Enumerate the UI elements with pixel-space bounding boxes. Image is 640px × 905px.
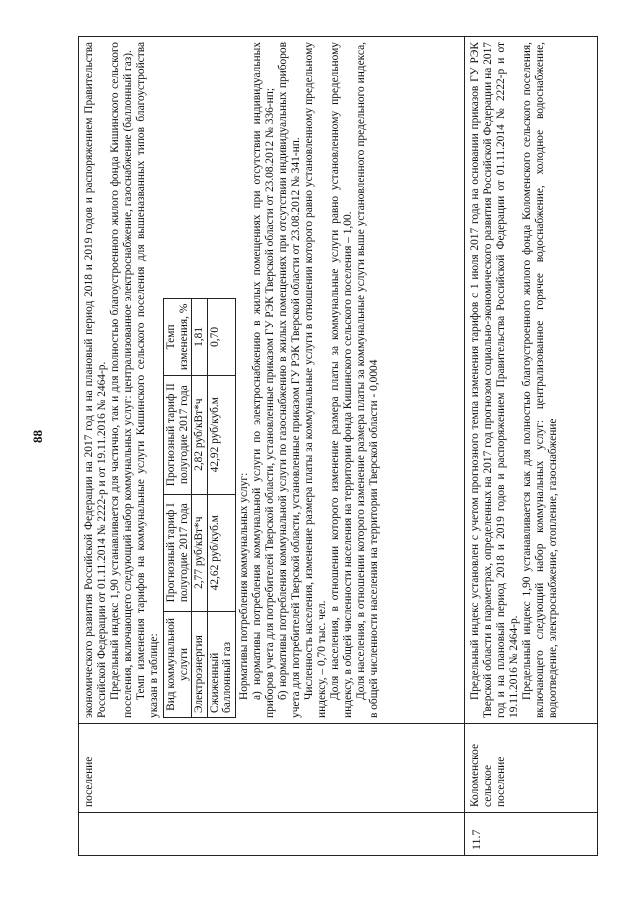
header-cell: Прогнозный тариф II полугодие 2017 года [164,375,192,494]
tariff-cell: 2,77 руб/кВт*ч [192,494,208,611]
row-content [79,37,465,724]
municipality-name: Коломенское сельское поселение [465,724,598,813]
rotated-page-content [78,36,598,856]
row-number-cell: 11.7 [465,813,598,856]
tariff-table [163,298,236,718]
paragraph: Предельный индекс 1,90 устанавливается как для полностью благоустроенного жилого фонда Коломенского сельского поселения, включающего следующий набор коммунальных услуг: централизованное горячее водоснабжение, холодное водоснабжение, водоотведение, электроснабжение, отопление, газоснабжение [521,42,559,718]
paragraph: Темп изменения тарифов на коммунальные услуги Кишинского сельского поселения для вышеназванных типов благоустройства указан в таблице: [135,42,160,718]
page-number: 88 [30,430,45,443]
row-content [465,37,598,724]
header-cell: Вид коммунальной услуги [164,611,192,717]
paragraph: а) нормативы потребления коммунальной услуги по электроснабжению в жилых помещениях при отсутствии индивидуальных приборов учета для потребителей Тверской области, установленные приказом ГУ РЭК Тверской области от 23.08.2012 № 336-нп; [250,42,276,718]
rate-cell: 0,70 [207,299,235,376]
paragraph: Предельный индекс 1,90 устанавливается для частично, так и для полностью благоустроенного жилого фонда Кишинского сельского поселения, включающего следующий набор коммунальных услуг: централизованное электроснабжение, газоснабжение (баллонный газ). [109,42,134,718]
tariff-row [192,299,208,718]
table-row-prev [79,37,465,856]
paragraph: Нормативы потребления коммунальных услуг: [237,472,250,700]
paragraph: Доля населения, в отношении которого изменение размера платы за коммунальные услуги равно установленному предельному индексу, в общей численности населения на территории фонда Кишинского сельского поселения – 1,00. [328,42,354,718]
header-cell: Прогнозный тариф I полугодие 2017 года [164,494,192,611]
row-number-cell [79,813,465,856]
paragraph: б) нормативы потребления коммунальной услуги по газоснабжению в жилых помещениях при отсутствии индивидуальных приборов учета для потребителей Тверской области, установленные приказом ГУ РЭК Тверской области от 23.08.2012 № 341-нп. [276,42,302,718]
paragraph: Доля населения, в отношении которого изменение размера платы за коммунальные услуги выше установленного предельного индекса, в общей численности населения на территории Тверской области - 0,0004 [354,42,380,718]
rate-cell: 1,81 [192,299,208,376]
municipality-name: поселение [79,724,465,813]
tariff-cell: 2,82 руб/кВт*ч [192,375,208,494]
service-cell: Электроэнергия [192,611,208,717]
main-table [78,36,598,856]
tariff-header-row [164,299,192,718]
tariff-cell: 42,92 руб/куб.м [207,375,235,494]
paragraph: Численность населения, изменение размера платы за коммунальные услуги в отношении которого равно установленному предельному индексу, – 0,70 тыс. чел. [302,42,328,718]
service-cell: Сжиженный баллонный газ [207,611,235,717]
paragraph: Предельный индекс установлен с учетом прогнозного темпа изменения тарифов с 1 июля 2017 года на основании приказов ГУ РЭК Тверской области в параметрах, определенных на 2017 год прогнозом социально-экономического развития Российской Федерации на 2017 год и на плановый период 2018 и 2019 годов и распоряжением Правительства Российской Федерации от 01.11.2014 № 2222-р и от 19.11.2016 № 2464-р. [469,42,520,718]
paragraph: экономического развития Российской Федерации на 2017 год и на плановый период 2018 и 2019 годов и распоряжением Правительства Российской Федерации от 01.11.2014 № 2222-р и от 19.11.2016 № 2464-р. [83,42,108,718]
tariff-cell: 42,62 руб/куб.м [207,494,235,611]
tariff-row [207,299,235,718]
header-cell: Темп изменения, % [164,299,192,376]
table-row-next [465,37,598,856]
